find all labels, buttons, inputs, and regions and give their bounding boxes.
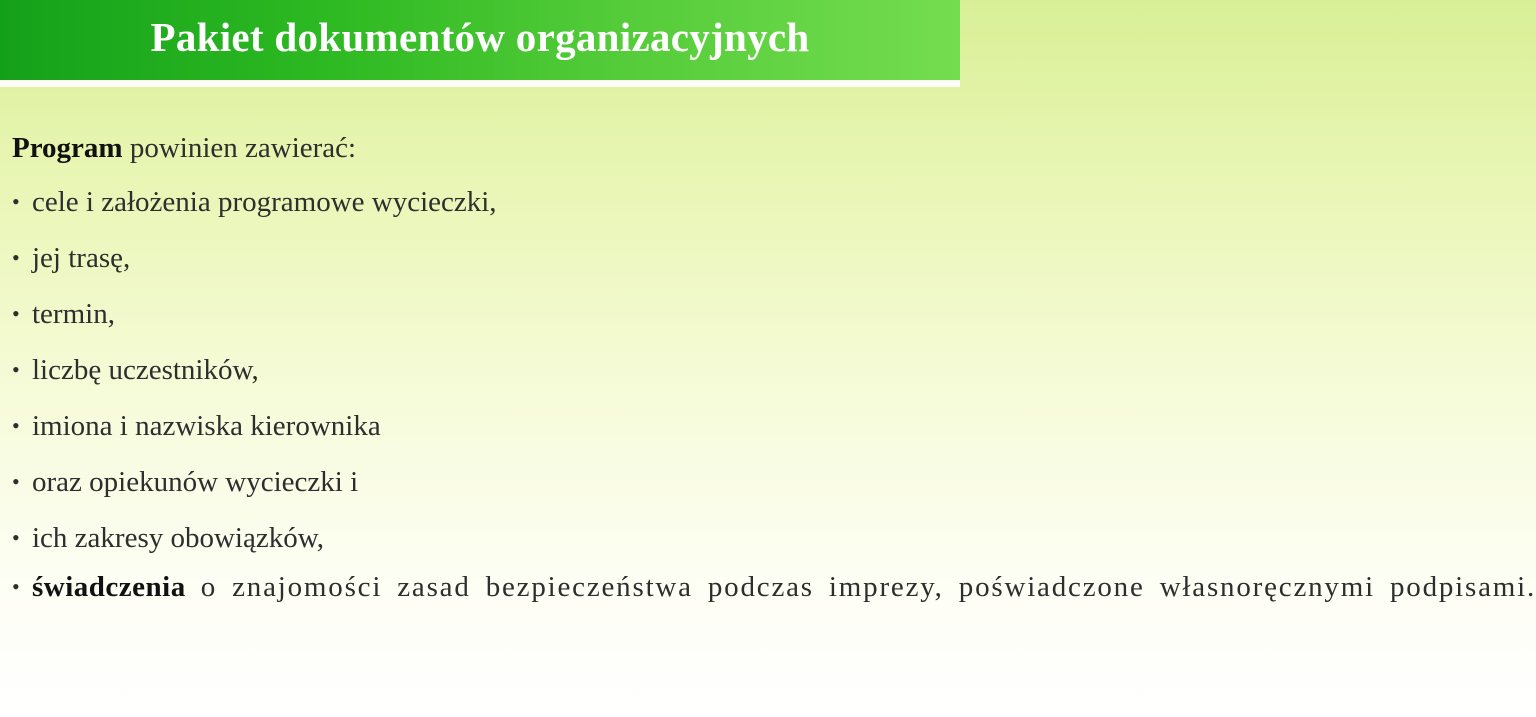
list-item-text: oraz opiekunów wycieczki i [32,466,359,498]
list-item-text: cele i założenia programowe wycieczki, [32,186,497,218]
list-item [12,343,952,399]
list-item-text: ich zakresy obowiązków, [32,522,325,554]
list-item-text: jej trasę, [32,242,131,274]
bullet-icon: • [12,413,20,438]
bullet-icon: • [12,525,20,550]
bullet-icon: • [12,245,20,270]
requirements-list [12,175,1536,609]
bullet-icon: • [12,469,20,494]
bullet-icon: • [12,189,20,214]
intro-text: powinien zawierać: [122,132,357,164]
list-item [12,455,952,511]
list-item [12,175,952,231]
intro-line [12,121,952,175]
last-item-text: o znajomości zasad bezpieczeństwa podczas imprezy, poświadczone własnoręcznymi podpisami. [185,571,1536,603]
title-divider [0,80,960,87]
list-item [12,231,952,287]
list-item [12,511,952,567]
bullet-icon: • [12,301,20,326]
list-item-text: termin, [32,298,115,330]
list-item-text: liczbę uczestników, [32,354,259,386]
list-item [12,287,952,343]
intro-bold-word: Program [12,132,123,164]
bullet-icon: • [12,574,22,599]
list-item-text: imiona i nazwiska kierownika [32,410,381,442]
list-item-last [12,567,1536,609]
bullet-icon: • [12,357,20,382]
page-title: Pakiet dokumentów organizacyjnych [150,14,810,60]
slide-content [12,121,1536,609]
list-item [12,399,952,455]
last-item-bold-word: świadczenia [32,571,186,603]
title-bar [0,0,960,80]
